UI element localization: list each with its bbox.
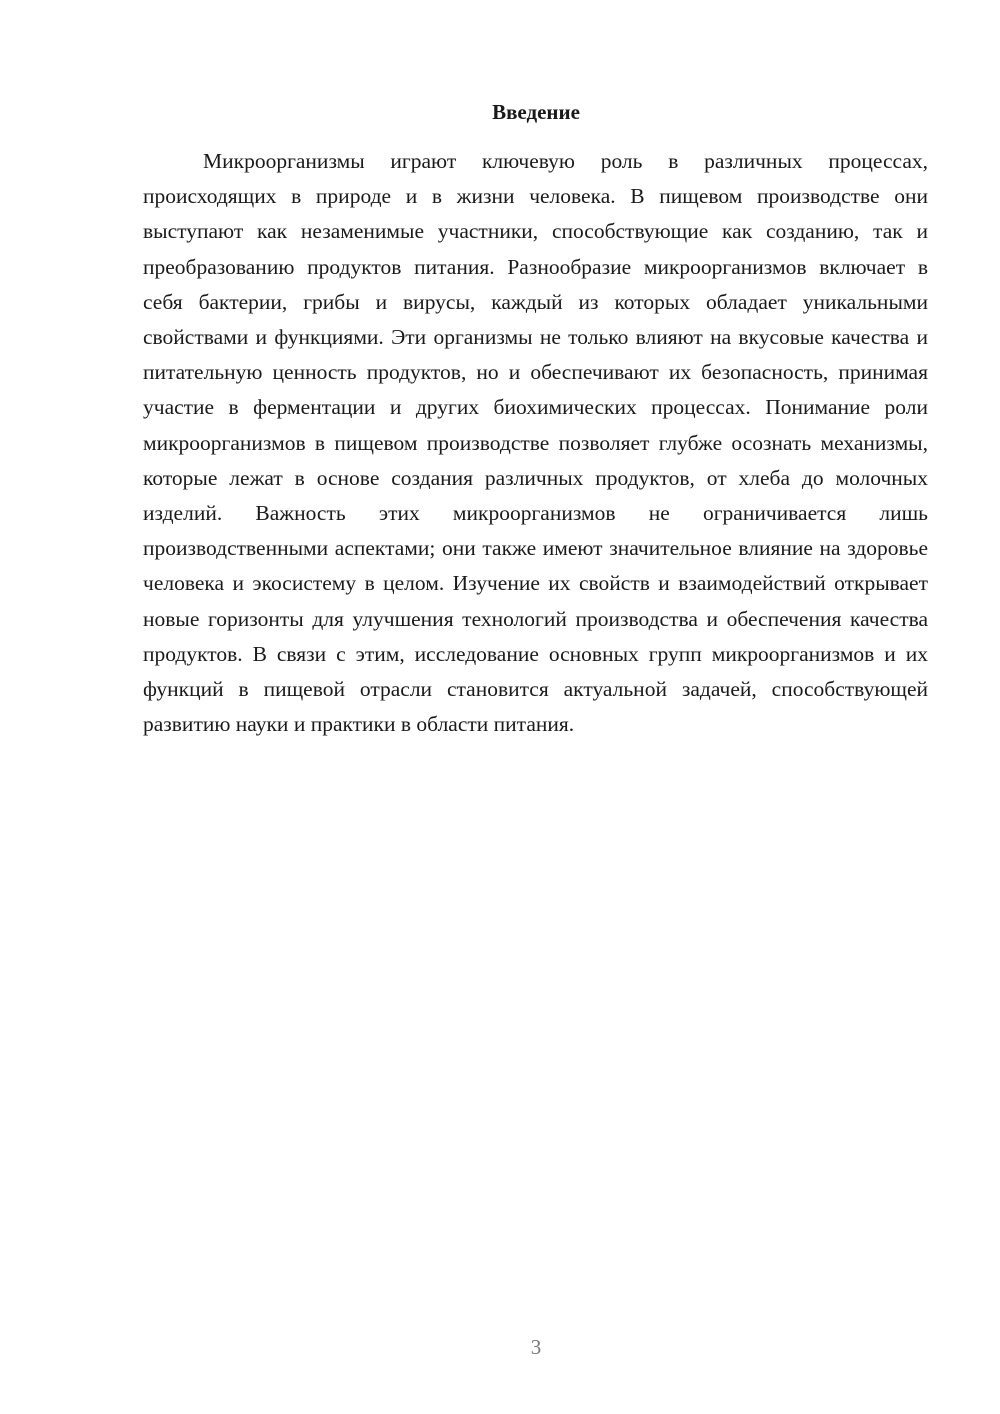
page-number: 3 [530, 1335, 542, 1359]
section-heading: Введение [492, 100, 580, 124]
introduction-paragraph: Микроорганизмы играют ключевую роль в различных процессах, происходящих в природе и в жизни человека. В пищевом производстве они выступают как незаменимые участники, способствующие как созданию, так и преобразованию продуктов питания. Разнообразие микроорганизмов включает в себя бактерии, грибы и вирусы, каждый из которых обладает уникальными свойствами и функциями. Эти организмы не только влияют на вкусовые качества и питательную ценность продуктов, но и обеспечивают их безопасность, принимая участие в ферментации и других биохимических процессах. Понимание роли микроорганизмов в пищевом производстве позволяет глубже осознать механизмы, которые лежат в основе создания различных продуктов, от хлеба до молочных изделий. Важность этих микроорганизмов не ограничивается лишь производственными аспектами; они также имеют значительное влияние на здоровье человека и экосистему в целом. Изучение их свойств и взаимодействий открывает новые горизонты для улучшения технологий производства и обеспечения качества продуктов. В связи с этим, исследование основных групп микроорганизмов и их функций в пищевой отрасли становится актуальной задачей, способствующей развитию науки и практики в области питания. [143, 149, 928, 737]
